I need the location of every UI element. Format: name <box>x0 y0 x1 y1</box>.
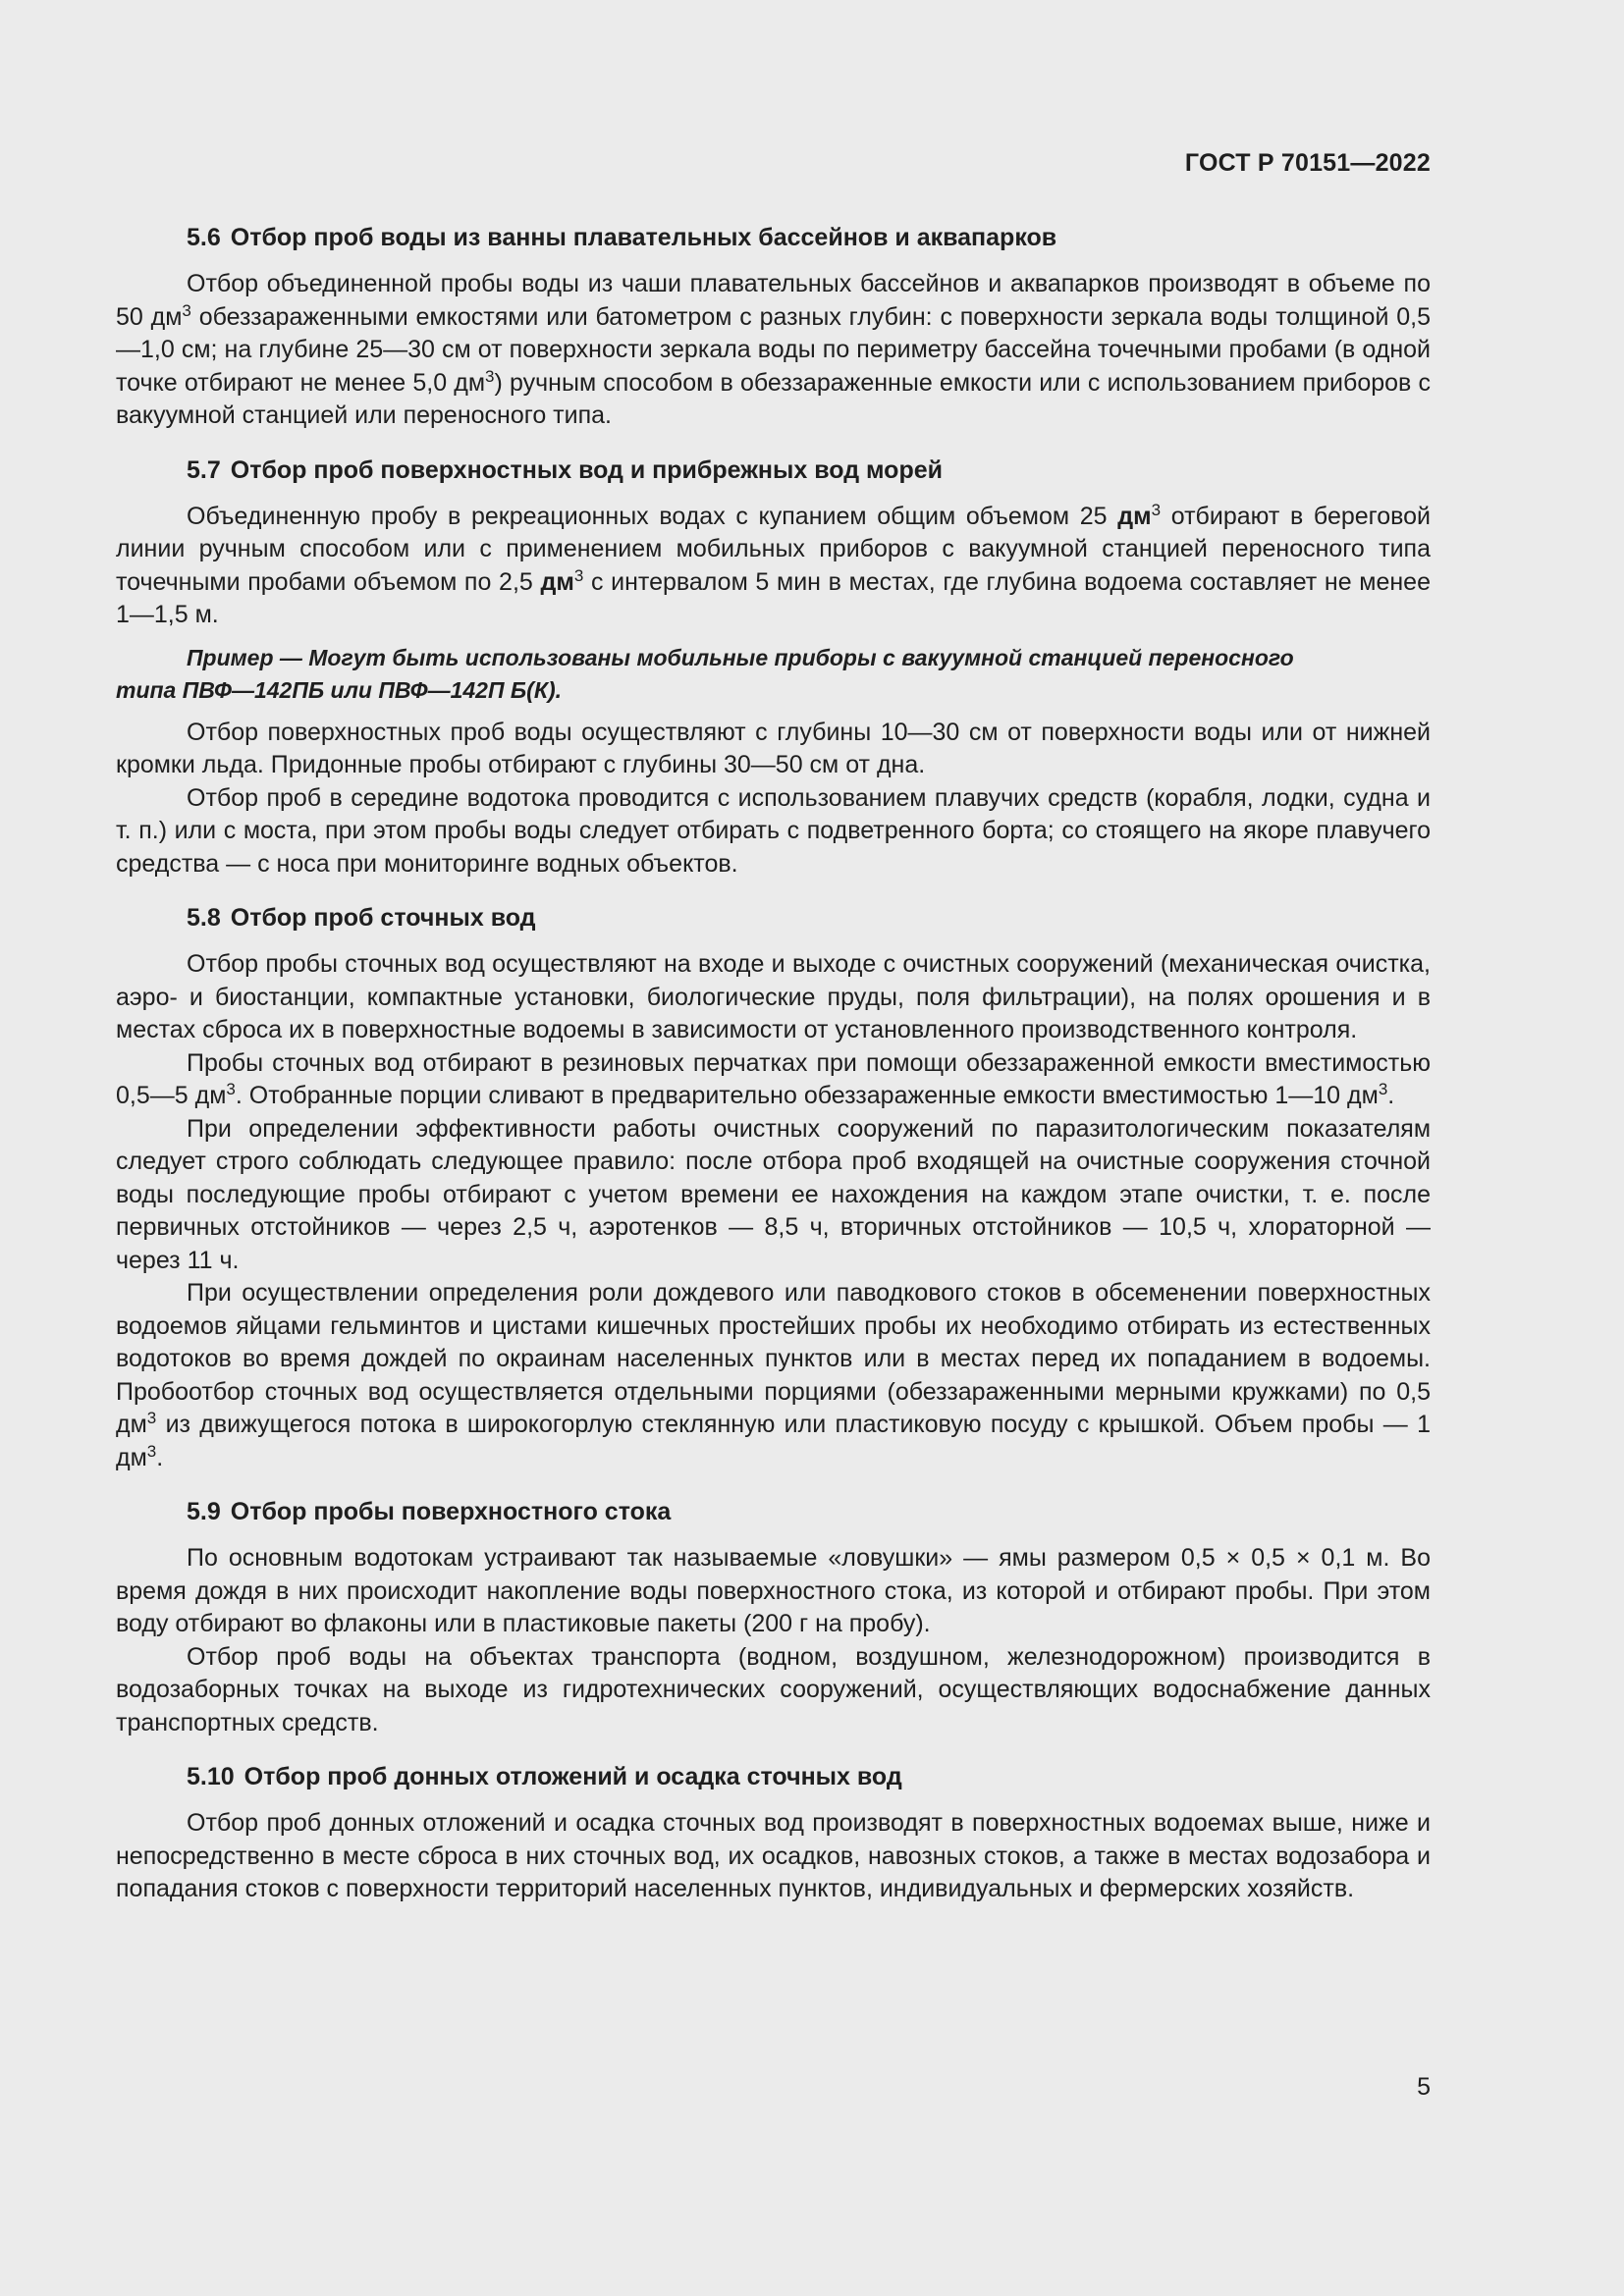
text-run: . Отобранные порции сливают в предварительно обеззараженные емкости вместимостью 1—10 дм <box>235 1082 1379 1109</box>
superscript: 3 <box>573 565 584 585</box>
paragraph: Отбор проб в середине водотока проводится с использованием плавучих средств (корабля, лодки, судна и т. п.) или с моста, при этом пробы воды следует отбирать с подветренного борта; со стоящего на якоре плавучего средства — с носа при мониторинге водных объектов. <box>116 783 1431 878</box>
section-heading <box>116 1496 1431 1528</box>
text-run: ) ручным способом в обеззараженные емкости или с использованием приборов с вакуумной станцией или переносного типа. <box>116 368 1431 429</box>
note-line: типа ПВФ—142ПБ или ПВФ—142П Б(К). <box>116 676 563 703</box>
section-title: Отбор проб донных отложений и осадка сточных вод <box>244 1763 902 1790</box>
document-body <box>116 222 1431 1928</box>
page-number: 5 <box>1417 2073 1431 2101</box>
paragraph: Отбор пробы сточных вод осуществляют на входе и выходе с очистных сооружений (механическая очистка, аэро- и биостанции, компактные установки, биологические пруды, поля фильтрации), на полях орошения и в местах сброса их в поверхностные водоемы в зависимости от установленного производственного контроля. <box>116 950 1431 1043</box>
superscript: 3 <box>226 1080 236 1098</box>
text-run: . <box>156 1443 164 1471</box>
section-5-7 <box>116 454 1431 881</box>
superscript: 3 <box>146 1441 157 1461</box>
section-number: 5.10 <box>187 1763 235 1790</box>
paragraph <box>116 1047 1431 1113</box>
paragraph: Отбор проб воды на объектах транспорта (водном, воздушном, железнодорожном) производится в водозаборных точках на выходе из гидротехнических сооружений, осуществляющих водоснабжение данных транспортных средств. <box>116 1642 1431 1736</box>
unit-bold: дм <box>1117 502 1152 530</box>
superscript: 3 <box>146 1409 157 1427</box>
paragraph: По основным водотокам устраивают так называемые «ловушки» — ямы размером 0,5 × 0,5 × 0,1 м. Во время дождя в них происходит накопление воды поверхностного стока, из которой и отбирают пробы. При этом воду отбирают во флаконы или в пластиковые пакеты (200 г на пробу). <box>116 1544 1431 1637</box>
section-5-6 <box>116 222 1431 433</box>
paragraph: При определении эффективности работы очистных сооружений по паразитологическим показателям следует строго соблюдать следующее правило: после отбора проб входящей на очистные сооружения сточной воды последующие пробы отбирают с учетом времени ее нахождения на каждом этапе очистки, т. е. после первичных отстойников — через 2,5 ч, аэротенков — 8,5 ч, вторичных отстойников — 10,5 ч, хлораторной — через 11 ч. <box>116 1114 1431 1274</box>
superscript: 3 <box>182 300 191 320</box>
text-run: При осуществлении определения роли дождевого или паводкового стоков в обсеменении поверхностных водоемов яйцами гельминтов и цистами кишечных простейших пробы их необходимо отбирать из естественных водотоков во время дождей по окраинам населенных пунктов или в местах перед их попаданием в водоемы. Пробоотбор сточных вод осуществляется отдельными порциями (обеззараженными мерными кружками) по 0,5 дм <box>116 1279 1431 1438</box>
paragraph: Отбор проб донных отложений и осадка сточных вод производят в поверхностных водоемах выше, ниже и непосредственно в месте сброса в них сточных вод, их осадков, навозных стоков, а также в местах водозабора и попадания стоков с поверхности территорий населенных пунктов, индивидуальных и фермерских хозяйств. <box>116 1809 1431 1902</box>
section-number: 5.6 <box>187 224 221 251</box>
section-heading <box>116 454 1431 487</box>
paragraph <box>116 1277 1431 1474</box>
section-5-8 <box>116 902 1431 1474</box>
section-title: Отбор пробы поверхностного стока <box>230 1498 672 1525</box>
text-run: Отбор объединенной пробы воды из чаши плавательных бассейнов и аквапарков производят в объеме по 50 дм <box>116 270 1431 331</box>
section-title: Отбор проб поверхностных вод и прибрежных вод морей <box>230 455 943 484</box>
superscript: 3 <box>1378 1080 1388 1098</box>
text-run: Пробы сточных вод отбирают в резиновых перчатках при помощи обеззараженной емкости вместимостью 0,5—5 дм <box>116 1048 1431 1109</box>
section-number: 5.8 <box>187 904 221 932</box>
text-run: отбирают в береговой линии ручным способом или с применением мобильных приборов с вакуумной станцией переносного типа точечными пробами объемом по 2,5 <box>116 502 1432 596</box>
document-page <box>116 0 1431 2296</box>
paragraph <box>116 268 1431 433</box>
section-number: 5.9 <box>187 1498 221 1525</box>
text-run: с интервалом 5 мин в местах, где глубина водоема составляет не менее 1—1,5 м. <box>116 567 1431 628</box>
text-run: обеззараженными емкостями или батометром с разных глубин: с поверхности зеркала воды толщиной 0,5—1,0 см; на глубине 25—30 см от поверхности зеркала воды по периметру бассейна точечными пробами (в одной точке отбирают не менее 5,0 дм <box>116 302 1431 397</box>
text-run: . <box>1387 1082 1395 1109</box>
superscript: 3 <box>485 366 495 386</box>
section-5-10 <box>116 1761 1431 1906</box>
section-heading <box>116 222 1431 254</box>
example-note <box>116 642 1431 707</box>
text-run: из движущегося потока в широкогорлую стеклянную или пластиковую посуду с крышкой. Объем пробы — 1 дм <box>116 1411 1431 1471</box>
section-number: 5.7 <box>187 455 221 484</box>
paragraph: Отбор поверхностных проб воды осуществляют с глубины 10—30 см от поверхности воды или от нижней кромки льда. Придонные пробы отбирают с глубины 30—50 см от дна. <box>116 718 1431 778</box>
unit-bold: дм <box>540 567 574 596</box>
superscript: 3 <box>1151 500 1162 519</box>
document-code-header: ГОСТ Р 70151—2022 <box>1184 149 1431 177</box>
section-heading <box>116 902 1431 934</box>
text-run: Объединенную пробу в рекреационных водах с купанием общим объемом 25 <box>187 502 1118 530</box>
note-line: Пример — Могут быть использованы мобильные приборы с вакуумной станцией переносного <box>187 644 1294 670</box>
section-title: Отбор проб сточных вод <box>230 904 536 932</box>
section-title: Отбор проб воды из ванны плавательных бассейнов и аквапарков <box>230 224 1057 251</box>
section-heading <box>116 1761 1431 1793</box>
paragraph <box>116 501 1431 632</box>
section-5-9 <box>116 1496 1431 1739</box>
